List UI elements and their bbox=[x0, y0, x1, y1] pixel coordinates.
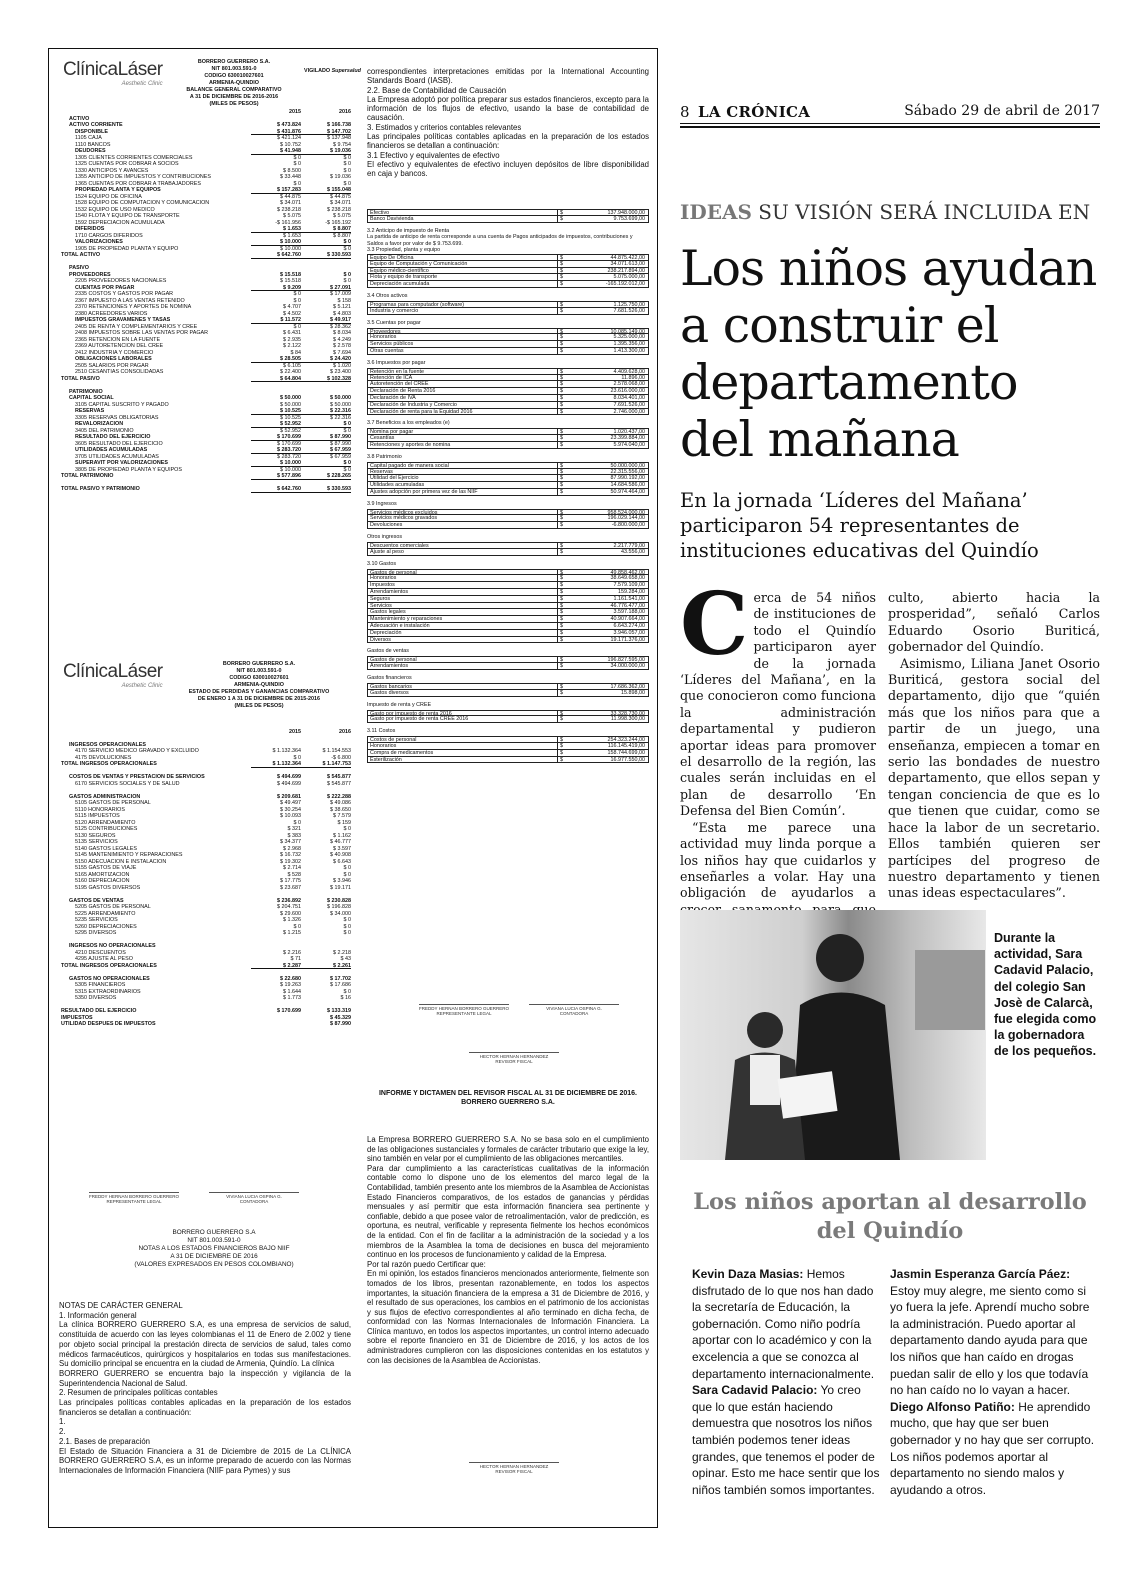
table-row: 5305 FINANCIEROS $ 19.263 $ 17.686 bbox=[75, 982, 351, 988]
table-row: 6170 SERVICIOS SOCIALES Y DE SALUD $ 494.699 $ 545.877 bbox=[75, 780, 351, 787]
table-row: Declaración de Industria y Comercio $ 7.691.526,00 bbox=[367, 402, 649, 409]
table-row: PROPIEDAD PLANTA Y EQUIPOS $ 157.283 $ 155.048 bbox=[75, 187, 351, 193]
table-row: TOTAL ACTIVO $ 642.760 $ 330.593 bbox=[61, 252, 351, 258]
table-row: 3105 CAPITAL SUSCRITO Y PAGADO $ 50.000 $ 50.000 bbox=[75, 401, 351, 408]
policies-text: correspondientes interpretaciones emitidas por la International Accounting Standards Board (IASB). 2.2. Base de Contabilidad de Causación La Empresa adoptó por política preparar sus estados financieros, excepto para la información de los flujos de efectivo, usando la base de contabilidad de causación. 3. Estimados y criterios contables relevantes Las principales políticas contables aplicadas en la preparación de los estados financieros se detallan a continuación: 3.1 Efectivo y equivalentes de efectivo El efectivo y equivalentes de efectivo incluyen depósitos de libre disponibilidad en caja y bancos. bbox=[367, 67, 649, 179]
table-row: Proveedores $ 10.085.149,00 bbox=[367, 328, 649, 335]
table-row: 5295 DIVERSOS $ 1.215 $ 0 bbox=[75, 930, 351, 936]
note-table-caption: 3.8 Patrimonio bbox=[367, 453, 402, 460]
note-table bbox=[367, 700, 649, 724]
note-table bbox=[367, 559, 649, 644]
article-p2: “Esta me parece una actividad muy linda porque a los niños hay que cuidarlos y enseñarles a volar. Hay una obligación de ayudarlos a bbox=[680, 819, 876, 901]
table-row: 2380 ACREEDORES VARIOS $ 4.502 $ 4.803 bbox=[75, 310, 351, 317]
note-table-caption: 3.4 Otros activos bbox=[367, 292, 408, 299]
clinica-laser-logo-2: ClínicaLáser Aesthetic Clinic bbox=[63, 661, 163, 689]
table-row: Retención de ICA $ 11.896,00 bbox=[367, 375, 649, 382]
note-table bbox=[367, 418, 649, 448]
note-table-caption: Impuesto de renta y CREE bbox=[367, 701, 432, 708]
table-row: Seguros $ 1.161.541,00 bbox=[367, 596, 649, 603]
table-row: 1355 ANTICIPO DE IMPUESTOS Y CONTRIBUCIONES $ 33.448 $ 19.036 bbox=[75, 174, 351, 180]
masthead-rule bbox=[680, 126, 1100, 128]
table-row: OBLIGACIONES LABORALES $ 28.505 $ 24.420 bbox=[75, 356, 351, 362]
table-row: Capital pagado de manera social $ 50.000.000,00 bbox=[367, 462, 649, 469]
table-row: ACTIVO bbox=[69, 115, 90, 122]
table-row: DISPONIBLE $ 431.876 $ 147.702 bbox=[75, 128, 351, 135]
table-row: Cesantías $ 23.399.884,00 bbox=[367, 435, 649, 442]
table-row: 5110 HONORARIOS $ 30.254 $ 38.650 bbox=[75, 806, 351, 813]
table-row: 2367 IMPUESTO A LAS VENTAS RETENIDO $ 0 $ 158 bbox=[75, 297, 351, 304]
table-row: DEUDORES $ 41.948 $ 19.036 bbox=[75, 148, 351, 154]
table-row: Arrendamientos $ 159.284,00 bbox=[367, 589, 649, 596]
note-table-caption: 3.10 Gastos bbox=[367, 560, 397, 567]
table-row: Servicios médicos gravados $ 196.029.144,00 bbox=[367, 515, 649, 522]
signature-legal-2: FREDDY HERNAN BORRERO GUERRERO REPRESENTANTE LEGAL bbox=[419, 991, 509, 1016]
sidebar-title: Los niños aportan al desarrollo del Quindío bbox=[693, 1189, 1087, 1244]
table-row: Ajuste al peso $ 43.556,00 bbox=[367, 549, 649, 556]
report-title: INFORME Y DICTAMEN DEL REVISOR FISCAL AL 31 DE DICIEMBRE DE 2016. BORRERO GUERRERO S.A. bbox=[378, 1090, 637, 1106]
photo-caption: Durante la actividad, Sara Cadavid Palacio, del colegio San Josè de Calarcà, fue elegida como la gobernadora de los pequeños. bbox=[994, 931, 1097, 1059]
balance-cols: 2015 2016 bbox=[289, 109, 351, 115]
quote-jasmin: Jasmin Esperanza García Páez: Estoy muy alegre, me siento como si yo fuera la jefe. Aprendí mucho sobre la administración. Puedo aportar al departamento dando ayuda para que los niños que han caído en drogas puedan salir de ello y los que todavía no han caído no lo vayan a hacer. bbox=[890, 1267, 1090, 1398]
pl-cols: 2015 2016 bbox=[289, 729, 351, 735]
note-table-caption: 3.2 Anticipo de impuesto de Renta La partida de anticipo de renta corresponde a una cuenta de Pagos anticipados de impuestos, contribuciones y Saldos a favor por valor de $ 9.753.699. 3.3 Propiedad, planta y equipo bbox=[367, 227, 633, 254]
table-row: 1532 EQUIPO DE USO MEDICO $ 238.218 $ 238.218 bbox=[75, 206, 351, 213]
table-row: Honorarios $ 116.145.419,00 bbox=[367, 743, 649, 750]
table-row: 2405 DE RENTA Y COMPLEMENTARIOS Y CREE $ 0 $ 28.362 bbox=[75, 323, 351, 330]
article-p4: Asimismo, Liliana Janet Osorio Buriticá, gestora social del departamento, dijo que “quién más que los niños para que a partir de un juego, una enseñanza, empiecen a tomar en serio las bondades de nuestro departamento, que ellos sepan y tengan conciencia de que es lo que tienen que cuidar, como se hace la labor de un secretario. Ellos también quieren ser partícipes del progreso de nuestro departamento y tienen unas ideas espectaculares”. bbox=[888, 655, 1100, 901]
table-row: 5315 EXTRAORDINARIOS $ 1.644 $ 0 bbox=[75, 988, 351, 995]
table-row: Honorarios $ 5.325.000,00 bbox=[367, 334, 649, 341]
notes_header-line: (VALORES EXPRESADOS EN PESOS COLOMBIANO) bbox=[134, 1261, 294, 1268]
table-row: 3405 DEL PATRIMONIO $ 52.952 $ 0 bbox=[75, 427, 351, 434]
page-number: 8 bbox=[680, 103, 690, 121]
masthead bbox=[680, 102, 1100, 124]
table-row: Descuentos comerciales $ 2.217.779,00 bbox=[367, 542, 649, 549]
table-row: UTILIDADES ACUMULADAS $ 283.720 $ 67.959 bbox=[75, 447, 351, 453]
notes_header-line: BORRERO GUERRERO S.A bbox=[172, 1229, 256, 1236]
article-col-2 bbox=[888, 590, 1100, 902]
note-table-caption: Gastos financieros bbox=[367, 675, 412, 682]
table-row: Arrendamientos $ 34.000.000,00 bbox=[367, 663, 649, 670]
table-row: 3305 RESERVAS OBLIGATORIAS $ 10.525 $ 22.316 bbox=[75, 414, 351, 421]
pl_header-line: NIT 801.003.591-0 bbox=[236, 668, 282, 674]
deck: En la jornada ‘Líderes del Mañana’ participaron 54 representantes de instituciones educativas del Quindío bbox=[680, 489, 1039, 562]
table-row: TOTAL INGRESOS OPERACIONALES $ 1.132.364 $ 1.147.753 bbox=[61, 761, 351, 767]
kicker-text: SU VISIÓN SERÁ INCLUIDA EN bbox=[758, 200, 1091, 224]
table-row: 1710 CARGOS DIFERIDOS $ 1.653 $ 8.807 bbox=[75, 232, 351, 239]
signature-contadora: VIVIANA LUCIA OSPINA G. CONTADORA bbox=[209, 1179, 299, 1204]
table-row: RESULTADO DEL EJERCICIO $ 170.699 $ 87.990 bbox=[75, 434, 351, 440]
dropcap: C bbox=[680, 574, 749, 675]
table-row: Declaración de Renta 2016 $ 23.616.000,00 bbox=[367, 388, 649, 395]
table-row: 1305 CLIENTES CORRIENTES COMERCIALES $ 0 $ 0 bbox=[75, 154, 351, 161]
note-table bbox=[367, 532, 649, 556]
table-row: 5195 GASTOS DIVERSOS $ 23.687 $ 19.171 bbox=[75, 884, 351, 891]
sidebar-col-1 bbox=[692, 1266, 882, 1498]
report-text: La Empresa BORRERO GUERRERO S.A. No se basa solo en el cumplimiento de las obligaciones sustanciales y formales de carácter tributario que exige la ley, sino también en velar por el cumplimiento de las obligaciones mercantiles. Para dar cumplimiento a las características cualitativas de la información contable como lo dispone uno de los elementos del marco legal de la Contabilidad, también presento ante los miembros de la Asamblea de Accionistas Estado Financieros comparativos, de los estados de ganancias y pérdidas mensuales y así permitir que esta información financiera sea pertinente y confiable, debido a que posee valor de retroalimentación, valor de predicción, es oportuna, es neutral, verificable y representa fielmente los hechos económicos de la entidad. Con el fin de facilitar a la administración de la sociedad y a los miembros de la Asamblea la toma de decisiones en busca del mejoramiento continuo en los procesos de funcionamiento y calidad de la Empresa. Por tal razón puedo Certificar que: En mi opinión, los estados financieros mencionados anteriormente, fielmente son tomados de los libros, presentan razonablemente, en todos los aspectos importantes, la situación financiera de la empresa a 31 de Diciembre de 2016, y el resultado de sus operaciones, los cambios en el patrimonio de los accionistas y sus flujos de efectivo correspondientes al año terminado en dicha fecha, de conformidad con las Normas Internacionales de Información Financiera. La Clínica mantuvo, en todos los aspectos importantes, un control interno adecuado sobre el reporte financiero en 31 de Diciembre de 2016, y los actos de los administradores cumplieron con las disposiciones contenidas en los estatutos y con las decisiones de la Asamblea de Accionistas. bbox=[367, 1135, 649, 1365]
balance_header-line: BALANCE GENERAL COMPARATIVO bbox=[186, 87, 282, 93]
note-table bbox=[367, 726, 649, 763]
article-p1: erca de 54 niños de instituciones de todo el Quindío participaron ayer de la jornada ‘Líderes del Mañana’, en la que conocieron como funciona la administración departamental y pudieron aportar ideas para promover el desarrollo de la región, las cuales serán incluidas en el plan de desarrollo ‘En Defensa del Bien Común’. bbox=[680, 590, 876, 819]
table-row: 3605 RESULTADO DEL EJERCICIO $ 170.699 $ 87.990 bbox=[75, 440, 351, 447]
kicker bbox=[680, 200, 1100, 224]
note-table-caption: 3.7 Beneficios a los empleados (e) bbox=[367, 420, 450, 427]
balance_header-line: BORRERO GUERRERO S.A. bbox=[197, 59, 271, 65]
table-row: 5225 ARRENDAMIENTO $ 29.600 $ 34.000 bbox=[75, 910, 351, 917]
table-row: 3805 DE PROPIEDAD PLANTA Y EQUIPOS $ 10.000 $ 0 bbox=[75, 466, 351, 473]
headline: Los niños ayudan a construir el departamento del mañana bbox=[680, 240, 1097, 468]
table-row: IMPUESTOS GRAVAMENES Y TASAS $ 11.572 $ 49.917 bbox=[75, 317, 351, 323]
table-row: Reservas $ 22.315.556,00 bbox=[367, 469, 649, 476]
pl_header-line: ESTADO DE PERDIDAS Y GANANCIAS COMPARATIVO bbox=[188, 689, 330, 695]
table-row: TOTAL PASIVO $ 64.804 $ 102.328 bbox=[61, 375, 351, 382]
sidebar-col-2 bbox=[890, 1266, 1100, 1498]
table-row: IMPUESTOS $ 45.329 bbox=[61, 1014, 351, 1021]
table-row: 5105 GASTOS DE PERSONAL $ 49.497 $ 49.086 bbox=[75, 800, 351, 806]
table-row: REVALORIZACION $ 52.952 $ 0 bbox=[75, 421, 351, 427]
table-row: 2412 INDUSTRIA Y COMERCIO $ 84 $ 7.694 bbox=[75, 349, 351, 356]
table-row: Servicios médicos excluidos $ 958.524.000,00 bbox=[367, 509, 649, 516]
paper-name: LA CRÓNICA bbox=[698, 103, 811, 121]
table-row: Otras cuentas $ 1.413.300,00 bbox=[367, 348, 649, 355]
pl_header-line: DE ENERO 1 A 31 DE DICIEMBRE DE 2015-2016 bbox=[197, 696, 321, 702]
table-row: Diversos $ 19.171.376,00 bbox=[367, 637, 649, 644]
table-row: Efectivo $ 137.948.000,00 bbox=[367, 209, 649, 216]
table-row: Esterilización $ 16.977.550,00 bbox=[367, 757, 649, 764]
table-row: Gasto por impuesto de renta CREE 2016 $ 11.998.300,00 bbox=[367, 716, 649, 723]
note-table bbox=[367, 318, 649, 355]
balance_header-line: A 31 DE DICIEMBRE DE 2016-2016 bbox=[189, 94, 279, 100]
table-row: Gastos bancarios $ 17.686.362,00 bbox=[367, 683, 649, 690]
table-row: 5140 GASTOS LEGALES $ 2.968 $ 3.597 bbox=[75, 845, 351, 852]
table-row: INGRESOS OPERACIONALES bbox=[69, 741, 146, 748]
table-row: Retenciones y aportes de nomina $ 5.974.040,00 bbox=[367, 442, 649, 449]
notes-text: NOTAS DE CARÁCTER GENERAL 1. Información general La clínica BORRERO GUERRERO S.A, es una empresa de servicios de salud, constituida de acuerdo con las leyes colombianas el 11 de Enero de 2.002 y tiene por objeto social principal la prestación directa de servicios de salud, tales como médicos farmacéuticos, quirúrgicos y hospitalarios en todas sus manifestaciones. Su domicilio principal se encuentra en la ciudad de Armenia, Quindío. La clínica BORRERO GUERRERO se encuentra bajo la inspección y vigilancia de la Superintendencia Nacional de Salud. 2. Resumen de principales políticas contables Las principales políticas contables aplicadas en la preparación de los estados financieros se detallan a continuación: 1. 2. 2.1. Bases de preparación El Estado de Situación Financiera a 31 de Diciembre de 2015 de La CLÍNICA BORRERO GUERRERO S.A, es un informe preparado de acuerdo con las Normas Internacionales de Información Financiera (NIIF para Pymes) y sus bbox=[59, 1301, 351, 1475]
note-table-caption: Gastos de ventas bbox=[367, 648, 409, 655]
table-row: Costos de personal $ 254.323.244,00 bbox=[367, 736, 649, 743]
table-row: Depreciación acumulada $ -165.192.012,00 bbox=[367, 281, 649, 288]
issue-date: Sábado 29 de abril de 2017 bbox=[904, 103, 1100, 119]
table-row: 2205 PROVEEDORES NACIONALES $ 15.518 $ 0 bbox=[75, 278, 351, 284]
note-table-caption: 3.5 Cuentas por pagar bbox=[367, 319, 421, 326]
table-row: 2505 SALARIOS POR PAGAR $ 6.105 $ 1.020 bbox=[75, 362, 351, 369]
note-table bbox=[367, 646, 649, 670]
table-row: Declaración de renta para la Equidad 2016 $ 2.746.000,00 bbox=[367, 409, 649, 416]
table-row: TOTAL PATRIMONIO $ 577.896 $ 228.265 bbox=[61, 473, 351, 479]
table-row: Utilidad del Ejercicio $ 87.990.192,00 bbox=[367, 475, 649, 482]
note-table bbox=[367, 291, 649, 315]
note-table-caption bbox=[367, 199, 649, 209]
table-row: 2335 COSTOS Y GASTOS POR PAGAR $ 0 $ 17.009 bbox=[75, 291, 351, 297]
note-table bbox=[367, 452, 649, 496]
quote-sara: Sara Cadavid Palacio: Yo creo que lo que están haciendo demuestra que nosotros los niños también podemos tener ideas grandes, que tenemos el poder de opinar. Esto me hace sentir que los niños también somos importantes. bbox=[692, 1383, 880, 1497]
table-row: Gastos de personal $ 196.827.595,00 bbox=[367, 656, 649, 663]
balance_header-line: NIT 801.003.591-0 bbox=[211, 66, 257, 72]
table-row: 4175 DEVOLUCIONES $ 0 -$ 6.800 bbox=[75, 754, 351, 761]
table-row: Banco Davivienda $ 9.753.699,00 bbox=[367, 216, 649, 223]
table-row: 5115 IMPUESTOS $ 10.093 $ 7.579 bbox=[75, 813, 351, 819]
vigilado-mark: VIGILADO Supersalud bbox=[304, 68, 361, 74]
note-table-caption: 3.11 Costos bbox=[367, 728, 396, 735]
table-row: 5125 CONTRIBUCIONES $ 321 $ 0 bbox=[75, 826, 351, 832]
table-row: 5260 DEPRECIACIONES $ 0 $ 0 bbox=[75, 923, 351, 930]
pl-header bbox=[174, 661, 344, 710]
table-row: 2365 RETENCION EN LA FUENTE $ 2.935 $ 4.249 bbox=[75, 336, 351, 343]
table-row: PATRIMONIO bbox=[69, 388, 103, 395]
table-row: Devoluciones $ -6.800.000,00 bbox=[367, 522, 649, 529]
note-table bbox=[367, 358, 649, 416]
signature-legal: FREDDY HERNAN BORRERO GUERRERO REPRESENTANTE LEGAL bbox=[89, 1179, 179, 1204]
table-row: 1365 CUENTAS POR COBRAR A TRABAJADORES $ 0 $ 0 bbox=[75, 180, 351, 187]
note-table bbox=[367, 226, 649, 288]
table-row: ACTIVO CORRIENTE $ 473.824 $ 166.738 bbox=[69, 122, 351, 128]
table-row: 5165 AMORTIZACION $ 528 $ 0 bbox=[75, 871, 351, 878]
table-row: 1592 DEPRECIACION ACUMULADA -$ 161.956 -$ 165.192 bbox=[75, 219, 351, 226]
table-row: 5155 GASTOS DE VIAJE $ 2.714 $ 0 bbox=[75, 865, 351, 871]
balance_header-line: (MILES DE PESOS) bbox=[209, 101, 259, 107]
table-row: 1540 FLOTA Y EQUIPO DE TRANSPORTE $ 5.075 $ 5.075 bbox=[75, 213, 351, 219]
quote-diego: Diego Alfonso Patiño: He aprendido mucho, que hay que ser buen gobernador y no hay que ser corrupto. Los niños podemos aportar al departamento no siendo malos y ayudando a otros. bbox=[890, 1399, 1095, 1497]
table-row: Gastos legales $ 3.597.188,00 bbox=[367, 609, 649, 616]
table-row: 2370 RETENCIONES Y APORTES DE NOMINA $ 4.707 $ 5.121 bbox=[75, 304, 351, 310]
table-row: Gasto por impuesto de renta 2016 $ 33.328.730,00 bbox=[367, 710, 649, 717]
table-row: 5135 SERVICIOS $ 34.377 $ 46.777 bbox=[75, 839, 351, 845]
table-row: TOTAL INGRESOS OPERACIONALES $ 2.287 $ 2.261 bbox=[61, 962, 351, 969]
table-row: 1905 DE PROPIEDAD PLANTA Y EQUIPO $ 10.000 $ 0 bbox=[75, 245, 351, 252]
table-row: Adecuación e instalación $ 6.643.274,00 bbox=[367, 623, 649, 630]
table-row: 2510 CESANTIAS CONSOLIDADAS $ 22.400 $ 23.400 bbox=[75, 369, 351, 375]
table-row: 1110 BANCOS $ 10.752 $ 9.754 bbox=[75, 141, 351, 148]
note-table bbox=[367, 499, 649, 529]
table-row: 5205 GASTOS DE PERSONAL $ 204.751 $ 196.828 bbox=[75, 904, 351, 910]
article-p3: culto, abierto hacia la prosperidad”, señaló Carlos Eduardo Osorio Buriticá, gobernador del Quindío. bbox=[888, 590, 1100, 655]
table-row: CUENTAS POR PAGAR $ 9.209 $ 27.091 bbox=[75, 284, 351, 291]
pl_header-line: ARMENIA-QUINDIO bbox=[233, 682, 284, 688]
table-row: GASTOS ADMINISTRACION $ 209.681 $ 222.288 bbox=[69, 793, 351, 800]
signature-revisor-2: HECTOR HERNAN HERNANDEZ REVISOR FISCAL bbox=[469, 1449, 559, 1474]
income-statement bbox=[61, 729, 351, 1028]
kicker-tag: IDEAS bbox=[680, 200, 752, 224]
table-row: GASTOS NO OPERACIONALES $ 22.680 $ 17.702 bbox=[69, 975, 351, 982]
balance_header-line: ARMENIA-QUINDIO bbox=[208, 80, 259, 86]
clinica-laser-logo: ClínicaLáser Aesthetic Clinic bbox=[63, 59, 163, 87]
table-row: Impuestos $ 7.579.109,00 bbox=[367, 582, 649, 589]
table-row: 1105 CAJA $ 421.124 $ 137.948 bbox=[75, 135, 351, 141]
table-row: 5120 ARRENDAMIENTO $ 0 $ 159 bbox=[75, 819, 351, 826]
table-row: Honorarios $ 38.649.658,00 bbox=[367, 575, 649, 582]
table-row: 5145 MANTENIMIENTO Y REPARACIONES $ 16.732 $ 40.908 bbox=[75, 852, 351, 858]
table-row: 4170 SERVICIO MEDICO GRAVADO Y EXCLUIDO $ 1.132.364 $ 1.154.553 bbox=[75, 748, 351, 754]
table-row: Gastos de personal $ 49.858.462,00 bbox=[367, 569, 649, 576]
notes-header bbox=[109, 1229, 319, 1269]
table-row: 1524 EQUIPO DE OFICINA $ 44.875 $ 44.875 bbox=[75, 193, 351, 200]
table-row: 5130 SEGUROS $ 383 $ 1.162 bbox=[75, 832, 351, 839]
signature-revisor: HECTOR HERNAN HERNANDEZ REVISOR FISCAL bbox=[469, 1039, 559, 1064]
photo-icon bbox=[680, 910, 986, 1160]
pl_header-line: BORRERO GUERRERO S.A. bbox=[222, 661, 296, 667]
table-row: COSTOS DE VENTAS Y PRESTACION DE SERVICIOS $ 494.699 $ 545.877 bbox=[69, 774, 351, 780]
table-row: 5235 SERVICIOS $ 1.326 $ 0 bbox=[75, 917, 351, 923]
balance-header bbox=[159, 59, 309, 108]
note-table-caption: 3.9 Ingresos bbox=[367, 500, 397, 507]
notes_header-line: NOTAS A LOS ESTADOS FINANCIEROS BAJO NIIF bbox=[138, 1245, 290, 1252]
table-row: CAPITAL SOCIAL $ 50.000 $ 50.000 bbox=[69, 395, 351, 401]
note-table-caption: Otros ingresos bbox=[367, 534, 403, 541]
signature-contadora-2: VIVIANA LUCIA OSPINA G. CONTADORA bbox=[529, 991, 619, 1016]
table-row: 1330 ANTICIPOS Y AVANCES $ 8.500 $ 0 bbox=[75, 167, 351, 174]
quote-kevin: Kevin Daza Masias: Hemos disfrutado de lo que nos han dado la secretaría de Educación, la gobernación. Como niño podría aportar con lo académico y con la excelencia a que se conozca al departamento internacionalmente. bbox=[692, 1267, 875, 1381]
table-row: Equipo médico-científico $ 238.217.894,00 bbox=[367, 268, 649, 275]
table-row: Servicios públicos $ 1.395.356,00 bbox=[367, 341, 649, 348]
table-row: Ajustes adopción por primera vez de las NIIF $ 50.974.464,00 bbox=[367, 489, 649, 496]
table-row: Equipo de Computación y Comunicación $ 34.071.613,00 bbox=[367, 261, 649, 268]
table-row: Flota y equipo de transporte $ 5.075.000,00 bbox=[367, 274, 649, 281]
table-row: 5350 DIVERSOS $ 1.773 $ 16 bbox=[75, 995, 351, 1001]
table-row: Depreciación $ 3.946.057,00 bbox=[367, 630, 649, 637]
table-row: RESULTADO DEL EJERCICIO $ 170.699 $ 133.319 bbox=[61, 1008, 351, 1014]
table-row: Servicios $ 46.776.477,00 bbox=[367, 603, 649, 610]
table-row: 1325 CUENTAS POR COBRAR A SOCIOS $ 0 $ 0 bbox=[75, 161, 351, 167]
table-row: TOTAL PASIVO Y PATRIMONIO $ 642.760 $ 330.593 bbox=[61, 486, 351, 492]
pl_header-line: (MILES DE PESOS) bbox=[234, 703, 284, 709]
table-row: Mantenimiento y reparaciones $ 40.907.664,00 bbox=[367, 616, 649, 623]
table-row: Industria y comercio $ 7.681.526,00 bbox=[367, 308, 649, 315]
article-col-1 bbox=[680, 574, 876, 935]
table-row: 2408 IMPUESTOS SOBRE LAS VENTAS POR PAGAR $ 6.431 $ 8.034 bbox=[75, 330, 351, 336]
table-row: 5150 ADECUACION E INSTALACION $ 19.302 $ 6.643 bbox=[75, 858, 351, 865]
table-row: Equipo De Oficina $ 44.875.422,00 bbox=[367, 254, 649, 261]
balance_header-line: CODIGO 630010027601 bbox=[204, 73, 264, 79]
table-row: PASIVO bbox=[69, 265, 89, 271]
table-row: PROVEEDORES $ 15.518 $ 0 bbox=[69, 271, 351, 278]
notes-tables bbox=[367, 199, 649, 766]
table-row: VALORIZACIONES $ 10.000 $ 0 bbox=[75, 239, 351, 245]
table-row: Retención en la fuente $ 4.409.628,00 bbox=[367, 368, 649, 375]
table-row: 3705 UTILIDADES ACUMULADAS $ 283.720 $ 67.959 bbox=[75, 453, 351, 460]
table-row: 1528 EQUIPO DE COMPUTACION Y COMUNICACION $ 34.071 $ 34.071 bbox=[75, 200, 351, 206]
note-table-caption: 3.6 Impuestos por pagar bbox=[367, 359, 426, 366]
table-row: Declaración de IVA $ 8.034.401,00 bbox=[367, 395, 649, 402]
table-row: Programas para computador (software) $ 1.125.750,00 bbox=[367, 301, 649, 308]
notes_header-line: NIT 801.003.591-0 bbox=[187, 1237, 241, 1244]
photo bbox=[680, 910, 986, 1160]
table-row: Autoretención del CREE $ 2.578.068,00 bbox=[367, 381, 649, 388]
table-row: INGRESOS NO OPERACIONALES bbox=[69, 943, 156, 949]
table-row: Nomina por pagar $ 1.020.437,00 bbox=[367, 428, 649, 435]
table-row: DIFERIDOS $ 1.653 $ 8.807 bbox=[75, 226, 351, 232]
note-table bbox=[367, 199, 649, 223]
table-row: 4210 DESCUENTOS $ 2.216 $ 2.218 bbox=[75, 949, 351, 956]
balance-sheet bbox=[61, 109, 351, 493]
table-row: GASTOS DE VENTAS $ 236.892 $ 230.828 bbox=[69, 897, 351, 904]
note-table bbox=[367, 673, 649, 697]
table-row: 5160 DEPRECIACION $ 17.775 $ 3.946 bbox=[75, 878, 351, 884]
table-row: UTILIDAD DESPUES DE IMPUESTOS $ 87.990 bbox=[61, 1021, 351, 1027]
table-row: Utilidades acumuladas $ 14.684.586,00 bbox=[367, 482, 649, 489]
table-row: Gastos diversos $ 15.898,00 bbox=[367, 690, 649, 697]
table-row: 2369 AUTORETENCION DEL CREE $ 2.122 $ 2.578 bbox=[75, 343, 351, 349]
table-row: Compra de medicamentos $ 158.744.699,00 bbox=[367, 750, 649, 757]
table-row: SUPERAVIT POR VALORIZACIONES $ 10.000 $ 0 bbox=[75, 460, 351, 466]
pl_header-line: CODIGO 630010027601 bbox=[229, 675, 289, 681]
financial-statements-ad bbox=[48, 48, 658, 1528]
table-row: 4295 AJUSTE AL PESO $ 71 $ 43 bbox=[75, 956, 351, 962]
table-row: RESERVAS $ 10.525 $ 22.316 bbox=[75, 408, 351, 414]
notes_header-line: A 31 DE DICIEMBRE DE 2016 bbox=[170, 1253, 258, 1260]
